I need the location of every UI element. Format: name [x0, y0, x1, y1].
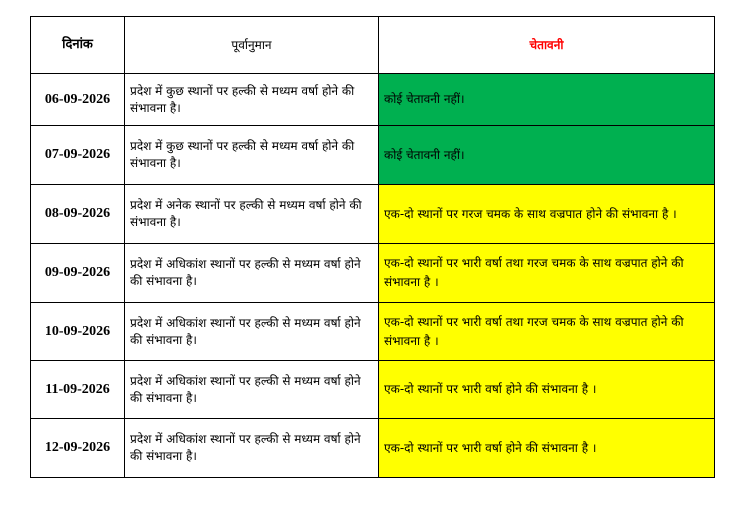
forecast-cell: प्रदेश में अधिकांश स्थानों पर हल्की से मध्यम वर्षा होने की संभावना है।: [125, 303, 379, 361]
warning-cell: एक-दो स्थानों पर भारी वर्षा तथा गरज चमक के साथ वज्रपात होने की संभावना है ।: [379, 244, 715, 303]
date-cell: 09-09-2026: [31, 244, 125, 303]
date-cell: 07-09-2026: [31, 126, 125, 185]
forecast-cell: प्रदेश में कुछ स्थानों पर हल्की से मध्यम वर्षा होने की संभावना है।: [125, 126, 379, 185]
header-warning: चेतावनी: [379, 17, 715, 74]
warning-cell: एक-दो स्थानों पर भारी वर्षा होने की संभावना है ।: [379, 361, 715, 419]
table-row: [31, 185, 715, 244]
table-row: [31, 361, 715, 419]
table-row: [31, 303, 715, 361]
date-cell: 06-09-2026: [31, 74, 125, 126]
date-cell: 12-09-2026: [31, 419, 125, 478]
forecast-table: [30, 16, 715, 478]
header-forecast: पूर्वानुमान: [125, 17, 379, 74]
forecast-cell: प्रदेश में अधिकांश स्थानों पर हल्की से मध्यम वर्षा होने की संभावना है।: [125, 361, 379, 419]
forecast-cell: प्रदेश में अधिकांश स्थानों पर हल्की से मध्यम वर्षा होने की संभावना है।: [125, 244, 379, 303]
table-row: [31, 126, 715, 185]
forecast-cell: प्रदेश में अधिकांश स्थानों पर हल्की से मध्यम वर्षा होने की संभावना है।: [125, 419, 379, 478]
warning-cell: कोई चेतावनी नहीं।: [379, 74, 715, 126]
table-header-row: [31, 17, 715, 74]
warning-cell: एक-दो स्थानों पर भारी वर्षा होने की संभावना है ।: [379, 419, 715, 478]
table-row: [31, 244, 715, 303]
warning-cell: कोई चेतावनी नहीं।: [379, 126, 715, 185]
warning-cell: एक-दो स्थानों पर गरज चमक के साथ वज्रपात होने की संभावना है ।: [379, 185, 715, 244]
warning-cell: एक-दो स्थानों पर भारी वर्षा तथा गरज चमक के साथ वज्रपात होने की संभावना है ।: [379, 303, 715, 361]
forecast-cell: प्रदेश में अनेक स्थानों पर हल्की से मध्यम वर्षा होने की संभावना है।: [125, 185, 379, 244]
date-cell: 08-09-2026: [31, 185, 125, 244]
table-row: [31, 419, 715, 478]
date-cell: 11-09-2026: [31, 361, 125, 419]
date-cell: 10-09-2026: [31, 303, 125, 361]
forecast-cell: प्रदेश में कुछ स्थानों पर हल्की से मध्यम वर्षा होने की संभावना है।: [125, 74, 379, 126]
table-row: [31, 74, 715, 126]
header-date: दिनांक: [31, 17, 125, 74]
